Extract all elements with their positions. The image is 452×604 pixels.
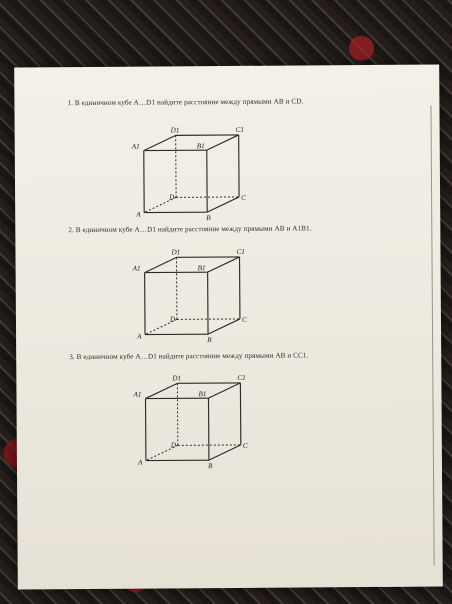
label-a1: A1	[131, 142, 140, 151]
label-c1: C1	[237, 373, 246, 382]
label-d1: D1	[171, 248, 181, 257]
label-a: A	[137, 458, 143, 467]
label-a1: A1	[133, 390, 142, 399]
label-d: D	[169, 193, 175, 202]
problem-3	[69, 350, 369, 362]
edge-a1-d1	[144, 135, 176, 150]
label-c: C	[241, 193, 246, 202]
label-d1: D1	[172, 374, 182, 383]
label-a: A	[137, 332, 142, 341]
problem-1-cube	[122, 124, 246, 229]
problem-2-text: 2. В единичном кубе A…D1 найдите расстояние между прямыми AB и A1B1.	[68, 224, 312, 235]
label-b: B	[206, 214, 211, 223]
paper-sheet	[14, 65, 443, 590]
label-a1: A1	[132, 264, 141, 273]
problem-3-cube	[123, 372, 248, 477]
label-c1: C1	[235, 125, 245, 134]
problem-1-text: 1. В единичном кубе A…D1 найдите расстояние между прямыми AB и CD.	[67, 97, 304, 108]
label-b1: B1	[197, 264, 206, 273]
label-c1: C1	[236, 247, 245, 256]
edge-a1-d1	[145, 257, 177, 272]
problem-1	[67, 96, 367, 108]
edge-a1-d1	[145, 383, 177, 398]
label-c: C	[242, 441, 248, 450]
edge-c-b	[207, 197, 239, 212]
problem-2	[68, 223, 368, 235]
label-a: A	[136, 210, 141, 219]
edge-c-b	[208, 319, 240, 334]
label-c: C	[241, 315, 247, 324]
label-d: D	[169, 315, 176, 324]
label-b1: B1	[198, 390, 207, 399]
label-b: B	[207, 336, 212, 345]
label-d1: D1	[170, 126, 180, 135]
edge-c1-b1	[208, 257, 240, 272]
edge-c-b	[209, 445, 241, 460]
label-b: B	[207, 462, 213, 471]
right-margin-line	[430, 106, 434, 566]
problem-2-cube	[122, 246, 247, 351]
edge-c1-b1	[207, 135, 239, 150]
label-d: D	[170, 441, 177, 450]
edge-c1-b1	[208, 383, 240, 398]
problem-3-text: 3. В единичном кубе A…D1 найдите расстояние между прямыми AB и CC1.	[69, 351, 309, 362]
label-b1: B1	[196, 142, 205, 151]
